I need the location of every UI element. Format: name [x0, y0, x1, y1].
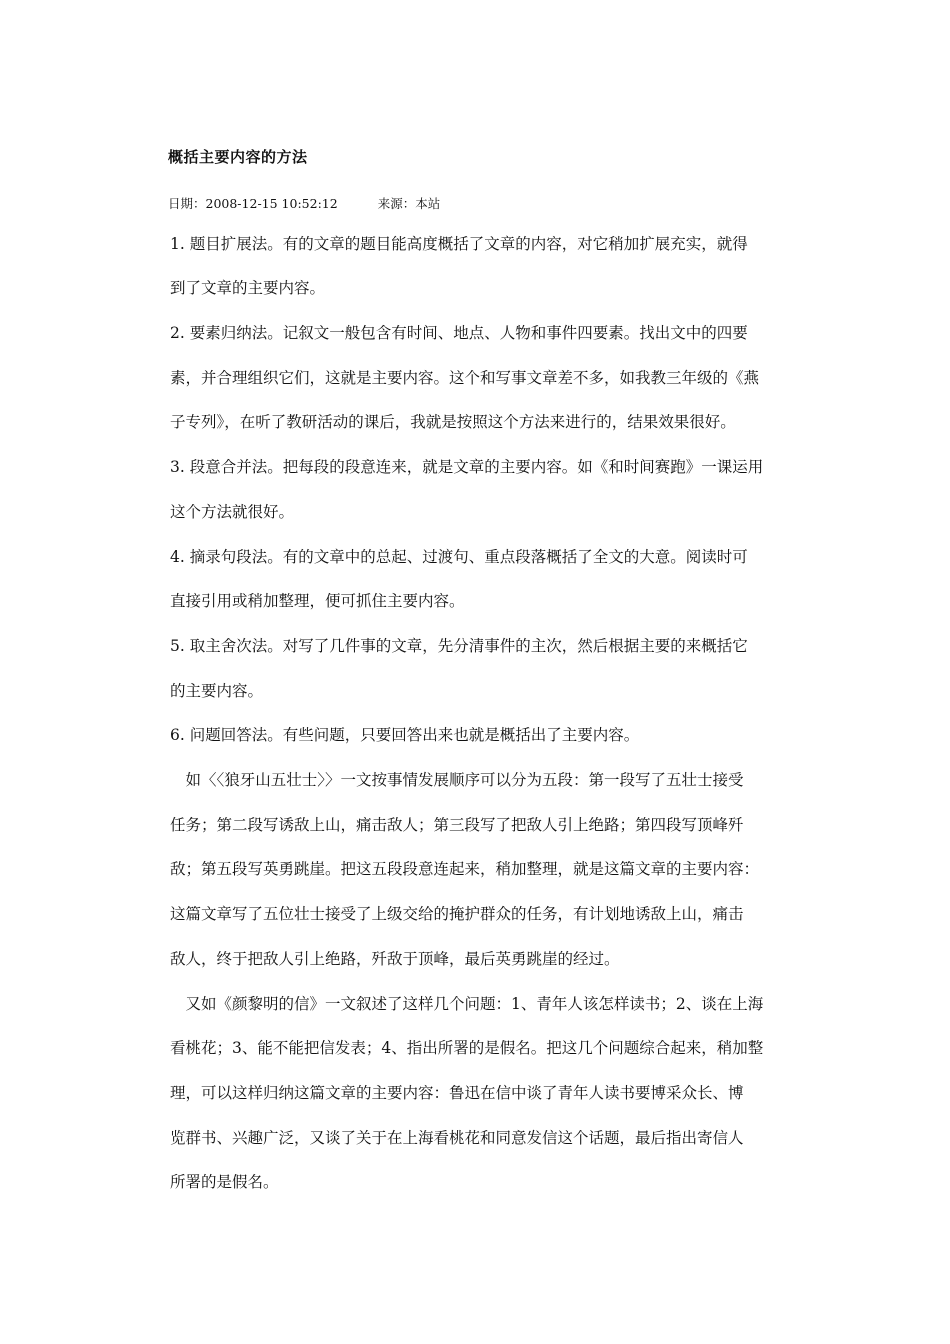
body-line: 2. 要素归纳法。记叙文一般包含有时间、地点、人物和事件四要素。找出文中的四要: [170, 324, 748, 342]
body-line: 3. 段意合并法。把每段的段意连来，就是文章的主要内容。如《和时间赛跑》一课运用: [170, 458, 764, 476]
body-line: 览群书、兴趣广泛，又谈了关于在上海看桃花和同意发信这个话题，最后指出寄信人: [170, 1129, 744, 1147]
body-line: 这篇文章写了五位壮士接受了上级交给的掩护群众的任务，有计划地诱敌上山，痛击: [170, 905, 744, 923]
body-line: 子专列》，在听了教研活动的课后，我就是按照这个方法来进行的，结果效果很好。: [170, 413, 736, 431]
body-line: 1. 题目扩展法。有的文章的题目能高度概括了文章的内容，对它稍加扩展充实，就得: [170, 235, 748, 253]
document-meta: [168, 194, 440, 212]
body-line: 敌人，终于把敌人引上绝路，歼敌于顶峰，最后英勇跳崖的经过。: [170, 950, 620, 968]
body-line: 到了文章的主要内容。: [170, 279, 326, 297]
document-title: 概括主要内容的方法: [168, 148, 308, 166]
body-line: 理，可以这样归纳这篇文章的主要内容：鲁迅在信中谈了青年人读书要博采众长、博: [170, 1084, 744, 1102]
body-line: 的主要内容。: [170, 682, 264, 700]
body-line: 看桃花；3、能不能把信发表；4、指出所署的是假名。把这几个问题综合起来，稍加整: [170, 1039, 764, 1057]
body-line: 任务；第二段写诱敌上山，痛击敌人；第三段写了把敌人引上绝路；第四段写顶峰歼: [170, 816, 744, 834]
body-line: 6. 问题回答法。有些问题，只要回答出来也就是概括出了主要内容。: [170, 726, 640, 744]
body-line: 如〈〈狼牙山五壮士〉〉一文按事情发展顺序可以分为五段：第一段写了五壮士接受: [170, 771, 744, 789]
body-line: 所署的是假名。: [170, 1173, 279, 1191]
body-line: 这个方法就很好。: [170, 503, 295, 521]
source-text: 来源：本站: [377, 196, 441, 211]
body-line: 直接引用或稍加整理，便可抓住主要内容。: [170, 592, 465, 610]
body-line: 4. 摘录句段法。有的文章中的总起、过渡句、重点段落概括了全文的大意。阅读时可: [170, 548, 748, 566]
body-line: 又如《颜黎明的信》一文叙述了这样几个问题：1、青年人该怎样读书；2、谈在上海: [170, 995, 764, 1013]
body-line: 素，并合理组织它们，这就是主要内容。这个和写事文章差不多，如我教三年级的《燕: [170, 369, 760, 387]
body-line: 5. 取主舍次法。对写了几件事的文章，先分清事件的主次，然后根据主要的来概括它: [170, 637, 748, 655]
body-line: 敌；第五段写英勇跳崖。把这五段段意连起来，稍加整理，就是这篇文章的主要内容：: [170, 860, 760, 878]
date-text: 日期：2008-12-15 10:52:12: [168, 196, 338, 211]
